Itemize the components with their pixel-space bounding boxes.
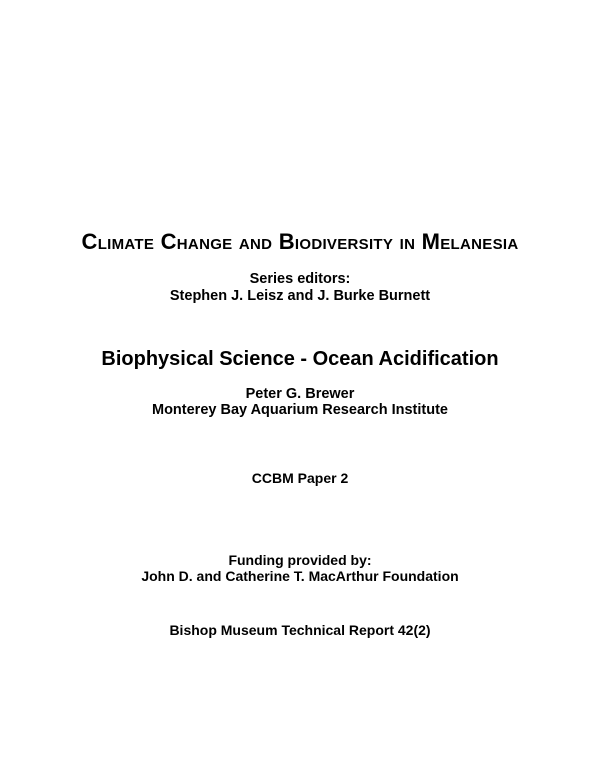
funding-label: Funding provided by: bbox=[228, 552, 372, 568]
author-block bbox=[0, 386, 600, 418]
paper-number: CCBM Paper 2 bbox=[251, 470, 349, 486]
author-name: Peter G. Brewer bbox=[245, 386, 355, 402]
series-editors-label: Series editors: bbox=[249, 271, 351, 287]
series-editors-names: Stephen J. Leisz and J. Burke Burnett bbox=[169, 288, 431, 304]
funding-source: John D. and Catherine T. MacArthur Foundation bbox=[141, 568, 459, 584]
author-affiliation: Monterey Bay Aquarium Research Institute bbox=[152, 402, 448, 418]
paper-title: Biophysical Science - Ocean Acidification bbox=[101, 348, 499, 370]
series-editors-block bbox=[0, 271, 600, 305]
report-number: Bishop Museum Technical Report 42(2) bbox=[169, 622, 431, 638]
funding-block bbox=[0, 552, 600, 584]
series-title: Climate Change and Biodiversity in Melanesia bbox=[81, 229, 519, 254]
